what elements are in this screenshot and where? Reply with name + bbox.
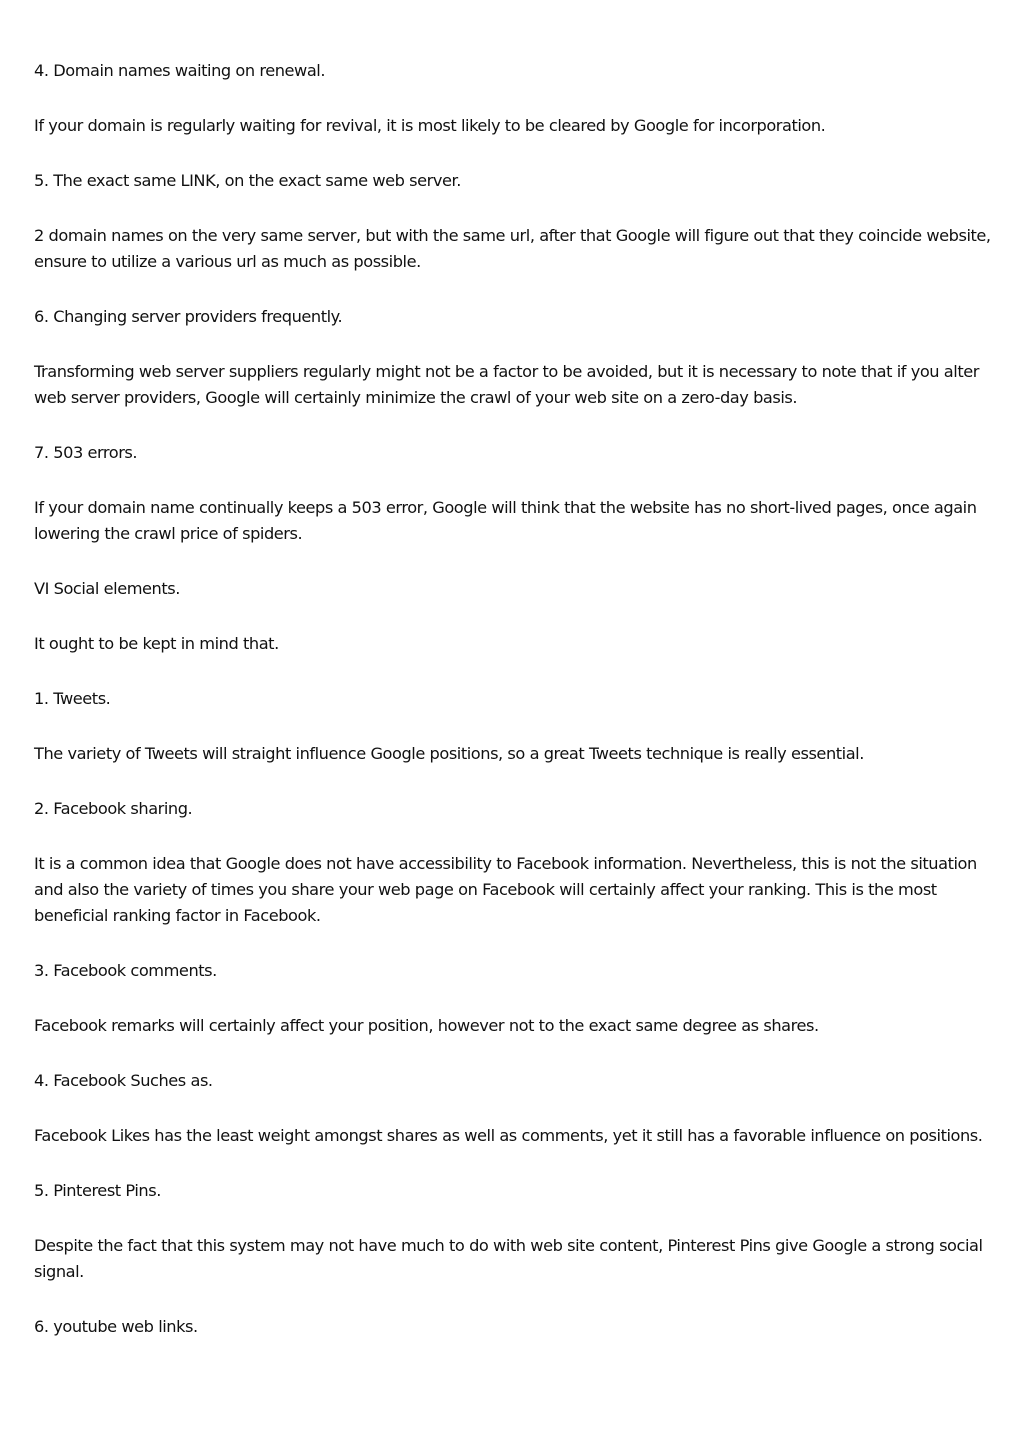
heading-facebook-comments: 3. Facebook comments. [34,961,217,980]
heading-changing-servers: 6. Changing server providers frequently. [34,307,343,326]
document-page [34,58,996,1369]
heading-facebook-likes: 4. Facebook Suches as. [34,1071,213,1090]
heading-tweets: 1. Tweets. [34,689,111,708]
heading-503-errors: 7. 503 errors. [34,443,138,462]
paragraph-503-errors: If your domain name continually keeps a 503 error, Google will think that the website has no short-lived pages, once again lowering the crawl price of spiders. [34,498,977,543]
paragraph-domain-renewal: If your domain is regularly waiting for revival, it is most likely to be cleared by Google for incorporation. [34,116,826,135]
paragraph-pinterest-pins: Despite the fact that this system may not have much to do with web site content, Pinterest Pins give Google a strong social signal. [34,1236,983,1281]
heading-same-link-server: 5. The exact same LINK, on the exact same web server. [34,171,461,190]
paragraph-changing-servers: Transforming web server suppliers regularly might not be a factor to be avoided, but it is necessary to note that if you alter web server providers, Google will certainly minimize the crawl of your web site on a zero-day basis. [34,362,979,407]
paragraph-tweets: The variety of Tweets will straight influence Google positions, so a great Tweets technique is really essential. [34,744,864,763]
heading-domain-renewal: 4. Domain names waiting on renewal. [34,61,326,80]
heading-pinterest-pins: 5. Pinterest Pins. [34,1181,161,1200]
paragraph-social-intro: It ought to be kept in mind that. [34,634,279,653]
heading-youtube-links: 6. youtube web links. [34,1317,198,1336]
section-heading-social-elements: VI Social elements. [34,579,180,598]
paragraph-facebook-sharing: It is a common idea that Google does not have accessibility to Facebook information. Nevertheless, this is not the situation and also the variety of times you share your web page on Facebook will certainly affect your ranking. This is the most beneficial ranking factor in Facebook. [34,854,977,925]
paragraph-facebook-comments: Facebook remarks will certainly affect your position, however not to the exact same degree as shares. [34,1016,819,1035]
paragraph-same-link-server: 2 domain names on the very same server, but with the same url, after that Google will figure out that they coincide website, ensure to utilize a various url as much as possible. [34,226,991,271]
heading-facebook-sharing: 2. Facebook sharing. [34,799,193,818]
paragraph-facebook-likes: Facebook Likes has the least weight amongst shares as well as comments, yet it still has a favorable influence on positions. [34,1126,983,1145]
